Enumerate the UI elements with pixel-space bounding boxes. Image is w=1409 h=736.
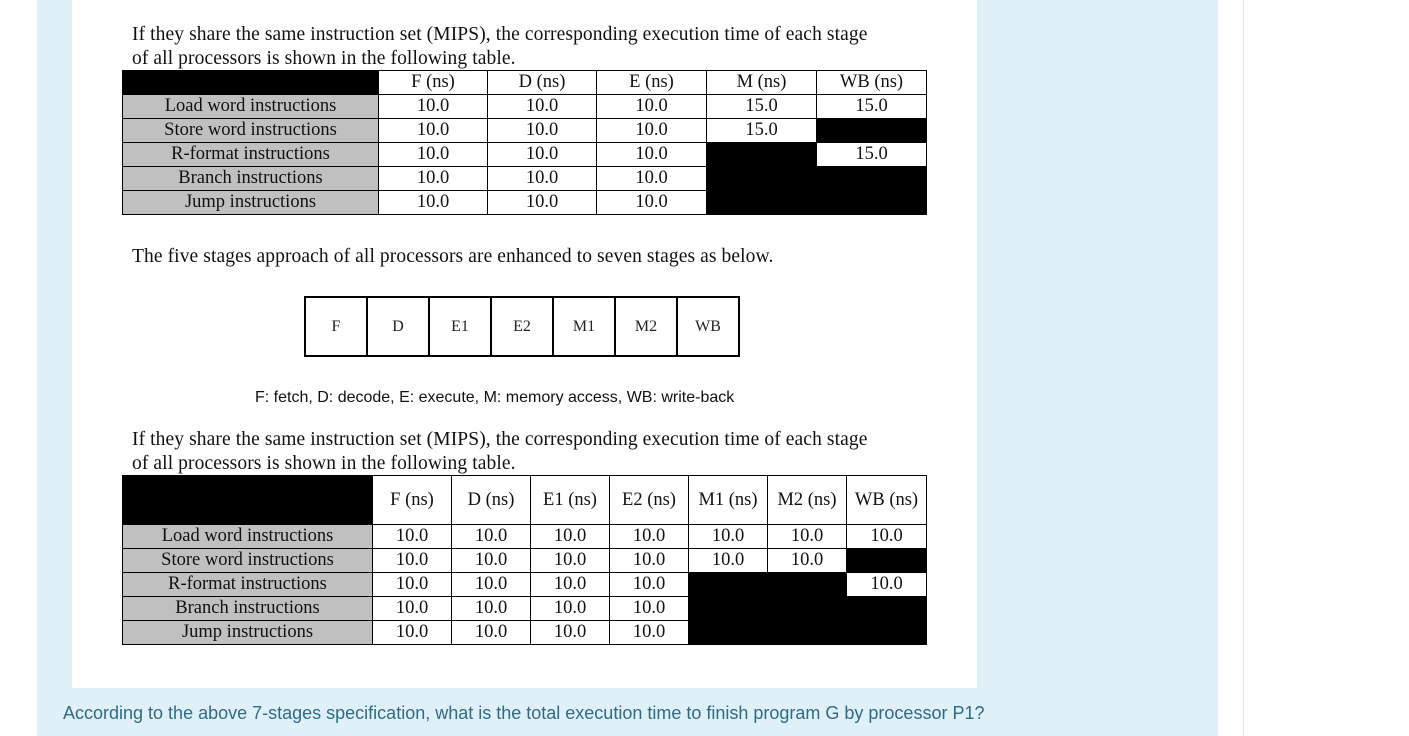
intro-2-line-2: of all processors is shown in the following table. [132,453,516,474]
row-label: Branch instructions [123,167,379,191]
table-cell: 10.0 [597,95,707,119]
intro-paragraph-2 [132,428,867,476]
unused-cell [847,549,927,573]
intro-paragraph-1 [132,23,867,71]
row-label: Load word instructions [123,525,373,549]
table-cell: 10.0 [531,525,610,549]
pipeline-stages-diagram [304,296,740,357]
table-cell: 10.0 [597,191,707,215]
corner-cell [123,476,373,525]
table-cell: 10.0 [373,573,452,597]
table-row [123,95,927,119]
header-cell: E1 (ns) [531,476,610,525]
table-cell: 10.0 [847,525,927,549]
table-cell: 10.0 [531,573,610,597]
table-cell: 10.0 [379,119,488,143]
stage-box: F [304,298,366,355]
header-cell: D (ns) [488,71,597,95]
table-cell: 10.0 [689,525,768,549]
table-cell: 10.0 [768,525,847,549]
corner-cell [123,71,379,95]
header-cell: F (ns) [373,476,452,525]
row-label: Store word instructions [123,119,379,143]
table-cell: 10.0 [488,95,597,119]
table-cell: 10.0 [531,549,610,573]
unused-cell [707,167,817,191]
table-cell: 10.0 [610,573,689,597]
unused-cell [689,597,768,621]
table-header-row [123,71,927,95]
header-cell: E (ns) [597,71,707,95]
table-cell: 10.0 [488,143,597,167]
header-cell: M2 (ns) [768,476,847,525]
row-label: Branch instructions [123,597,373,621]
table-cell: 10.0 [379,143,488,167]
table-row [123,573,927,597]
table-row [123,597,927,621]
table-cell: 10.0 [610,597,689,621]
unused-cell [847,621,927,645]
table-cell: 10.0 [452,525,531,549]
table-row [123,549,927,573]
table-cell: 15.0 [817,143,927,167]
table-cell: 15.0 [817,95,927,119]
unused-cell [707,191,817,215]
table-cell: 10.0 [488,119,597,143]
stage-box: E1 [428,298,490,355]
table-cell: 10.0 [689,549,768,573]
table-row [123,191,927,215]
row-label: R-format instructions [123,143,379,167]
table-cell: 10.0 [531,597,610,621]
table-cell: 10.0 [373,597,452,621]
table-cell: 10.0 [379,191,488,215]
table-cell: 10.0 [452,573,531,597]
right-divider [1243,0,1244,736]
stage-box: M1 [552,298,614,355]
table-row [123,621,927,645]
table-row [123,525,927,549]
enhanced-stages-text: The five stages approach of all processors are enhanced to seven stages as below. [132,246,774,267]
table-cell: 15.0 [707,95,817,119]
unused-cell [768,597,847,621]
table-cell: 10.0 [488,191,597,215]
stage-box: M2 [614,298,676,355]
unused-cell [847,597,927,621]
question-text: According to the above 7-stages specification, what is the total execution time to finish program G by processor P1? [63,703,985,723]
table-cell: 10.0 [452,549,531,573]
unused-cell [689,621,768,645]
header-cell: E2 (ns) [610,476,689,525]
header-cell: F (ns) [379,71,488,95]
stage-box: D [366,298,428,355]
row-label: R-format instructions [123,573,373,597]
intro-1-line-1: If they share the same instruction set (MIPS), the corresponding execution time of each stage [132,24,868,45]
unused-cell [817,191,927,215]
row-label: Jump instructions [123,191,379,215]
unused-cell [707,143,817,167]
stage-legend: F: fetch, D: decode, E: execute, M: memory access, WB: write-back [255,389,735,406]
table-row [123,167,927,191]
row-label: Store word instructions [123,549,373,573]
row-label: Jump instructions [123,621,373,645]
table-header-row [123,476,927,525]
table-cell: 10.0 [768,549,847,573]
table-cell: 10.0 [373,549,452,573]
table-cell: 10.0 [597,167,707,191]
unused-cell [689,573,768,597]
table-cell: 10.0 [847,573,927,597]
stage-box: WB [676,298,738,355]
table-row [123,143,927,167]
table-cell: 10.0 [610,525,689,549]
table-cell: 10.0 [610,549,689,573]
unused-cell [817,119,927,143]
table-cell: 10.0 [488,167,597,191]
header-cell: M (ns) [707,71,817,95]
table-cell: 10.0 [597,119,707,143]
intro-1-line-2: of all processors is shown in the following table. [132,48,516,69]
table-cell: 15.0 [707,119,817,143]
table-cell: 10.0 [379,167,488,191]
header-cell: WB (ns) [847,476,927,525]
row-label: Load word instructions [123,95,379,119]
header-cell: M1 (ns) [689,476,768,525]
five-stage-table [122,70,927,215]
header-cell: WB (ns) [817,71,927,95]
table-cell: 10.0 [452,597,531,621]
unused-cell [768,573,847,597]
table-cell: 10.0 [379,95,488,119]
table-cell: 10.0 [597,143,707,167]
unused-cell [817,167,927,191]
table-row [123,119,927,143]
header-cell: D (ns) [452,476,531,525]
unused-cell [768,621,847,645]
table-cell: 10.0 [373,621,452,645]
table-cell: 10.0 [373,525,452,549]
table-cell: 10.0 [452,621,531,645]
table-cell: 10.0 [531,621,610,645]
stage-box: E2 [490,298,552,355]
intro-2-line-1: If they share the same instruction set (MIPS), the corresponding execution time of each stage [132,429,868,450]
table-cell: 10.0 [610,621,689,645]
seven-stage-table [122,475,927,645]
